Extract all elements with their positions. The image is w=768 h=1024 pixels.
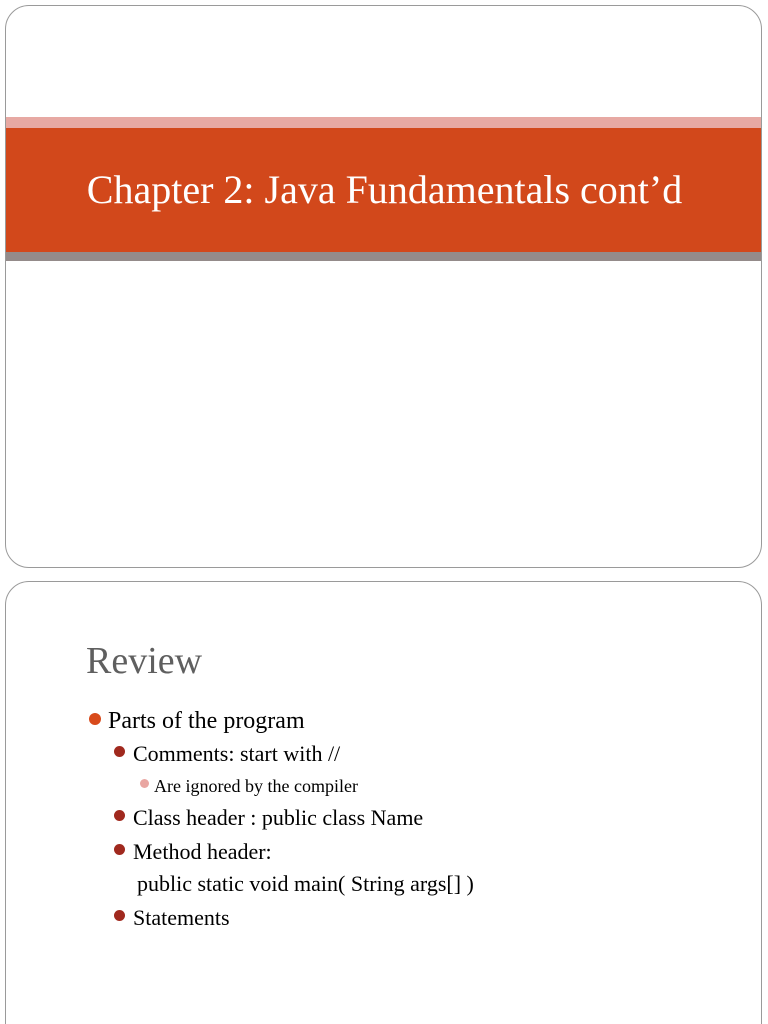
bullet-dot-icon — [114, 910, 125, 921]
bullet-list — [86, 706, 726, 932]
title-band-top-stripe — [6, 117, 761, 128]
bullet-text: Statements — [133, 905, 230, 930]
slide-heading: Review — [86, 640, 203, 682]
bullet-text: Class header : public class Name — [133, 805, 424, 830]
bullet-dot-icon — [114, 844, 125, 855]
bullet-item-level2 — [86, 740, 726, 768]
bullet-item-level2 — [86, 804, 726, 832]
bullet-text: public static void main( String args[] ) — [137, 871, 474, 896]
bullet-text: Method header: — [133, 839, 272, 864]
bullet-item-level3 — [86, 774, 726, 798]
bullet-item-level2 — [86, 904, 726, 932]
bullet-item-level2 — [86, 838, 726, 866]
title-slide — [5, 5, 762, 568]
bullet-dot-icon — [114, 746, 125, 757]
title-band — [6, 128, 761, 252]
bullet-dot-icon — [140, 779, 149, 788]
bullet-dot-icon — [89, 713, 101, 725]
bullet-text: Parts of the program — [108, 708, 305, 734]
bullet-text: Are ignored by the compiler — [154, 776, 358, 796]
bullet-continuation-line — [86, 870, 726, 898]
bullet-text: Comments: start with // — [133, 741, 341, 766]
slide-title: Chapter 2: Java Fundamentals cont’d — [86, 167, 683, 212]
title-band-bottom-stripe — [6, 252, 761, 261]
review-slide — [5, 581, 762, 1024]
bullet-item-level1 — [86, 706, 726, 738]
bullet-dot-icon — [114, 810, 125, 821]
